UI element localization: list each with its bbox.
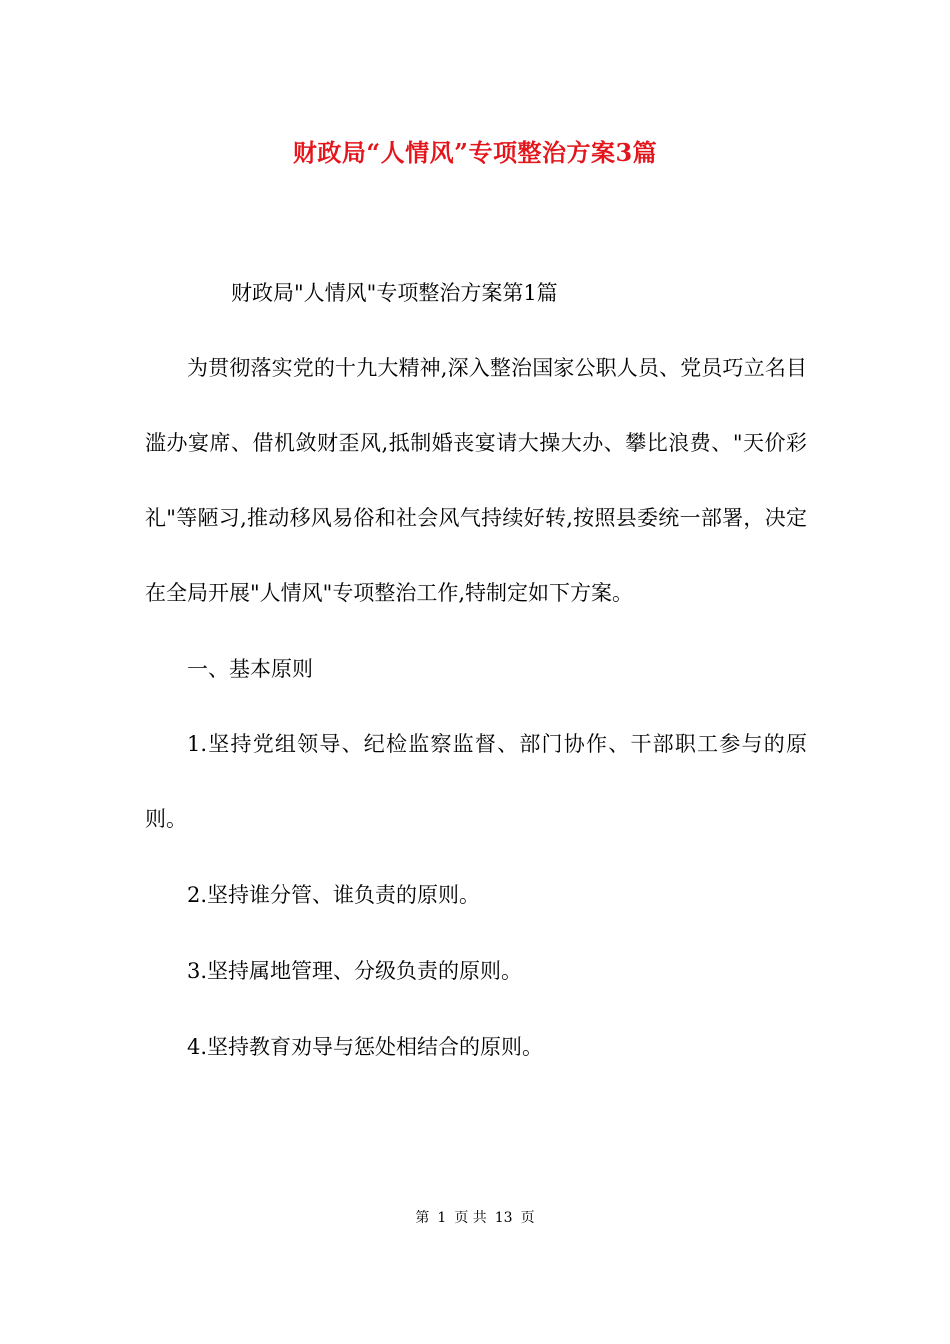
principle-item-2: 2.坚持谁分管、谁负责的原则。: [187, 883, 481, 907]
footer-page-number: 1: [437, 1210, 447, 1226]
intro-paragraph: 为贯彻落实党的十九大精神,深入整治国家公职人员、党员巧立名目滥办宴席、借机敛财歪风,抵制婚丧宴请大操大办、攀比浪费、"天价彩礼"等陋习,推动移风易俗和社会风气持续好转,按照县委统一部署，决定在全局开展"人情风"专项整治工作,特制定如下方案。: [145, 356, 807, 605]
document-title: 财政局“人情风”专项整治方案3篇: [292, 138, 658, 167]
principle-item-4: 4.坚持教育劝导与惩处相结合的原则。: [187, 1035, 544, 1059]
principle-item-1: 1.坚持党组领导、纪检监察监督、部门协作、干部职工参与的原则。: [145, 732, 807, 831]
footer-prefix: 第: [415, 1210, 430, 1226]
footer-mid: 页 共: [454, 1210, 487, 1226]
principle-item-3: 3.坚持属地管理、分级负责的原则。: [187, 959, 523, 983]
footer-suffix: 页: [520, 1210, 535, 1226]
heading-basic-principles: 一、基本原则: [187, 657, 313, 681]
document-body: [145, 274, 807, 1104]
footer-total-pages: 13: [494, 1210, 513, 1226]
section-subtitle: 财政局"人情风"专项整治方案第1篇: [231, 281, 558, 305]
page-footer: [0, 1206, 950, 1230]
